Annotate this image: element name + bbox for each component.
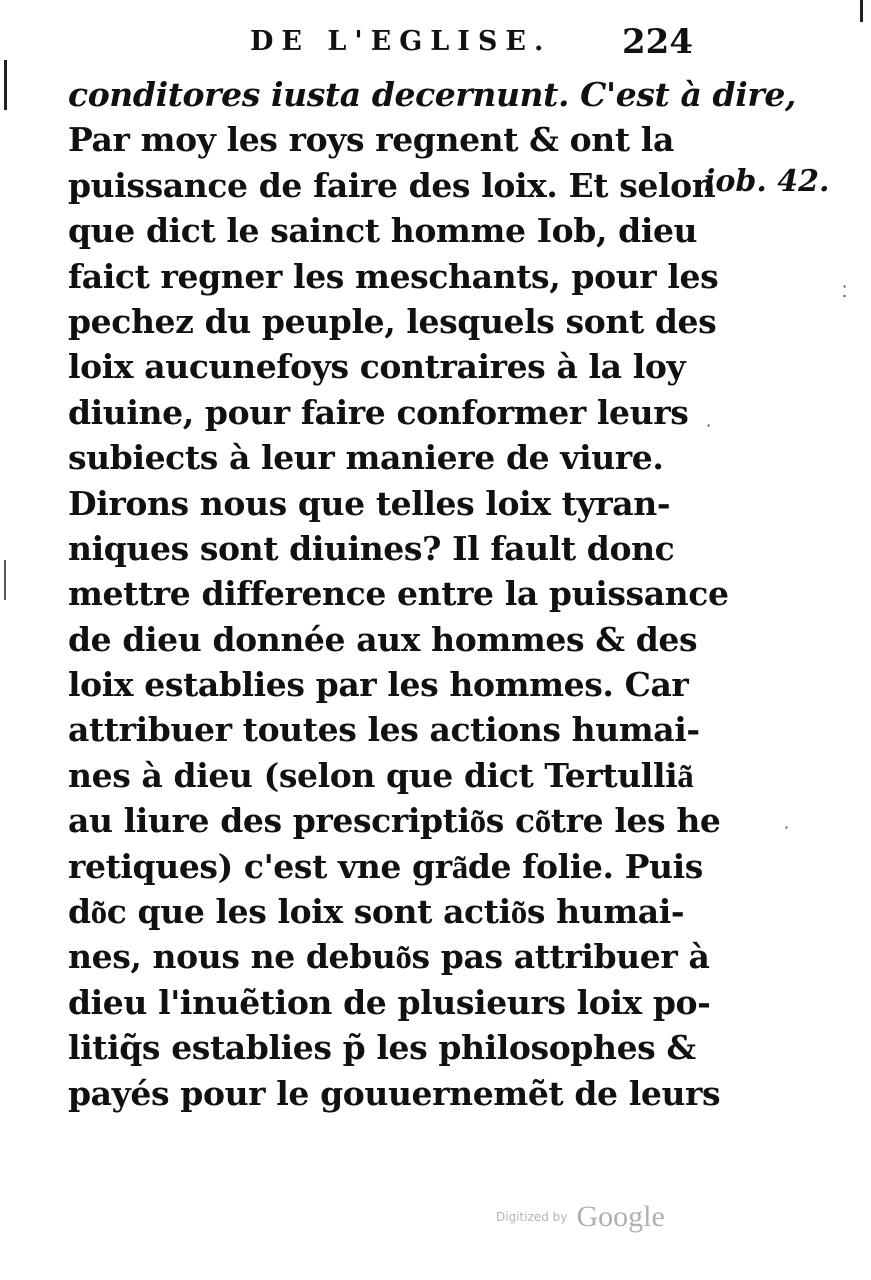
ink-speck: ⁚ [842, 282, 848, 301]
text-line: diuine, pour faire conformer leurs [68, 392, 689, 432]
text-line: puissance de faire des loix. Et selon [68, 165, 716, 205]
text-line: loix establies par les hommes. Car [68, 665, 689, 705]
page-edge-mark [4, 560, 6, 600]
page-edge-mark [4, 60, 7, 110]
page-number: 224 [622, 22, 693, 62]
text-line: payés pour le gouuernemẽt de leurs [68, 1073, 721, 1113]
page-header [250, 22, 693, 70]
text-line: conditores iusta decernunt. C'est à dire, [68, 75, 797, 114]
margin-note: iob. 42. [704, 164, 830, 199]
text-line: faict regner les meschants, pour les [68, 256, 719, 296]
text-line: loix aucunefoys contraires à la loy [68, 347, 686, 387]
digitized-label: Digitized by [496, 1210, 568, 1224]
text-line: litiq̃s establies p̃ les philosophes & [68, 1028, 696, 1068]
text-line: que dict le sainct homme Iob, dieu [68, 211, 698, 251]
ink-speck: · [706, 416, 712, 435]
text-line: mettre difference entre la puissance [68, 574, 729, 614]
text-line: dieu l'inuẽtion de plusieurs loix po- [68, 982, 711, 1022]
text-line: nes à dieu (selon que dict Tertullia͂ [68, 755, 694, 795]
text-line: retiques) c'est vne gra͂de folie. Puis [68, 846, 703, 886]
ink-speck: · [784, 818, 790, 837]
page-edge-mark [860, 0, 863, 22]
digitization-watermark [496, 1200, 665, 1234]
text-line: nes, nous ne debuo͂s pas attribuer à [68, 937, 710, 977]
text-line: Par moy les roys regnent & ont la [68, 120, 674, 160]
running-head: DE L'EGLISE. [250, 26, 552, 57]
text-line: au liure des prescriptio͂s co͂tre les he [68, 801, 721, 841]
text-line: do͂c que les loix sont actio͂s humai- [68, 892, 685, 932]
text-line: subiects à leur maniere de viure. [68, 438, 664, 478]
text-line: niques sont diuines? Il fault donc [68, 528, 675, 568]
google-logo: Google [576, 1200, 665, 1233]
text-line: attribuer toutes les actions humai- [68, 710, 700, 750]
text-line: pechez du peuple, lesquels sont des [68, 301, 717, 341]
text-line: de dieu donnée aux hommes & des [68, 619, 698, 659]
text-line: Dirons nous que telles loix tyran- [68, 483, 671, 523]
